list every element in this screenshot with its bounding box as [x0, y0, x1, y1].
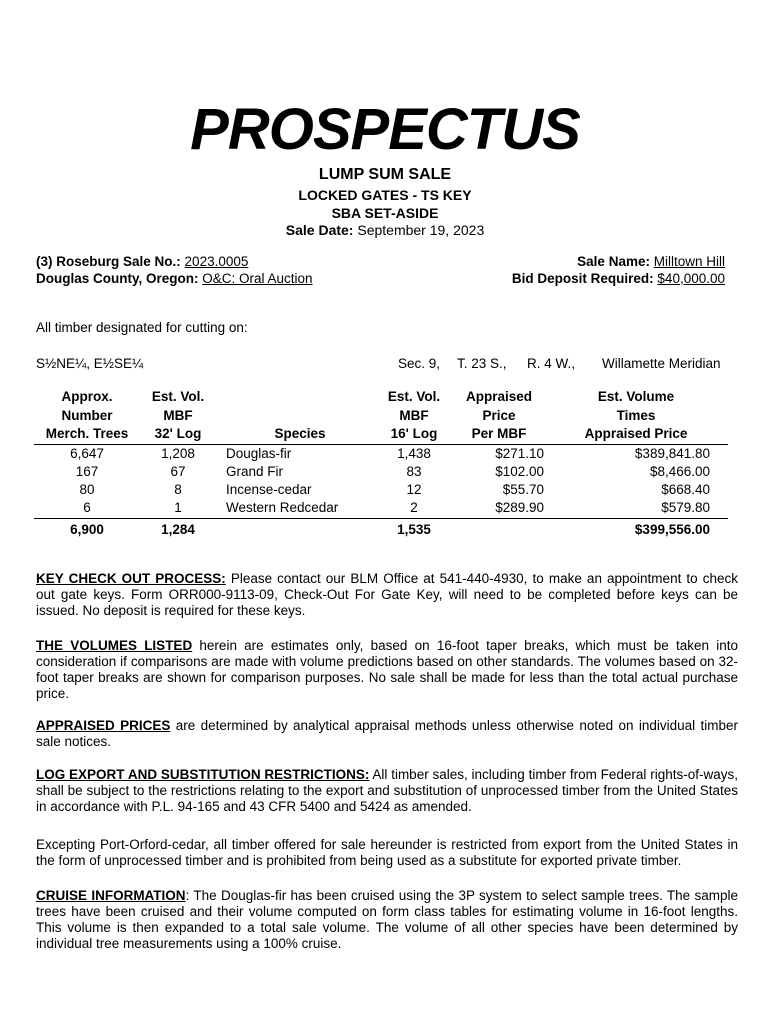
volumes-text: herein are estimates only, based on 16-foot taper breaks, which must be taken into consideration if comparisons are made with volume predictions based on other standards. The volumes based on 32-foot taper breaks are shown for comparison purposes. No sale shall be made for less than the total actual purchase price.: [36, 638, 739, 701]
county-line: [36, 271, 313, 286]
cell-species: Western Redcedar: [226, 499, 374, 519]
cruise-heading: CRUISE INFORMATION: [36, 888, 186, 903]
deposit-amount: $40,000.00: [657, 271, 725, 286]
sale-date-line: [0, 222, 770, 238]
header-vol32: MBF: [163, 407, 193, 423]
table-row: [34, 481, 728, 499]
cell-total: $668.40: [661, 481, 710, 497]
table-row: [34, 444, 728, 463]
timber-intro: All timber designated for cutting on:: [36, 320, 248, 335]
table-row: [34, 463, 728, 481]
total-vol32: 1,284: [161, 521, 195, 537]
range: R. 4 W.,: [527, 356, 576, 371]
volumes-paragraph: [36, 638, 738, 702]
header-price: Price: [482, 407, 516, 423]
cell-price: $289.90: [454, 499, 544, 519]
meridian: Willamette Meridian: [602, 356, 721, 371]
header-vol32: Est. Vol.: [151, 389, 205, 404]
cruise-text: : The Douglas-fir has been cruised using the 3P system to select sample trees. The sample trees have been cruised and their volume computed on form class tables for estimating volume in 16-foot lengths. This volume is then expanded to a total sale volume. The volume of all other species have been determined by individual tree measurements using a 100% cruise.: [36, 888, 738, 951]
cell-species: Incense-cedar: [226, 481, 312, 497]
export-text: All timber sales, including timber from Federal rights-of-ways, shall be subject to the restrictions relating to the export and substitution of unprocessed timber from the United States in accordance with P.L. 94-165 and 43 CFR 5400 and 5424 as amended.: [36, 767, 738, 814]
cell-price: $271.10: [495, 445, 544, 461]
header-vol16: Est. Vol.: [387, 389, 441, 404]
export-heading: LOG EXPORT AND SUBSTITUTION RESTRICTIONS:: [36, 767, 370, 782]
cell-vol32: 8: [174, 481, 182, 497]
sale-name: Milltown Hill: [653, 254, 725, 269]
sale-name-line: [577, 254, 725, 269]
cell-species: Grand Fir: [226, 463, 284, 479]
cell-vol32: 1,208: [161, 445, 195, 461]
total-vol16: 1,535: [397, 521, 431, 537]
prices-paragraph: [36, 718, 738, 750]
timber-volume-table: [34, 388, 728, 539]
sale-number: 2023.0005: [184, 254, 249, 269]
sale-name-label: Sale Name:: [577, 254, 650, 269]
sale-date-label: Sale Date:: [285, 222, 354, 238]
export-paragraph: [36, 767, 738, 815]
header-price: Appraised: [465, 389, 533, 404]
cell-vol16: 2: [374, 499, 454, 519]
header-number: Number: [61, 407, 113, 423]
sale-number-label: (3) Roseburg Sale No.:: [36, 254, 181, 269]
cell-species: Douglas-fir: [226, 445, 292, 461]
cruise-paragraph: [36, 888, 738, 952]
key-check-heading: KEY CHECK OUT PROCESS:: [36, 571, 226, 586]
section: Sec. 9,: [398, 356, 441, 371]
header-total: Est. Volume: [597, 389, 675, 404]
header-number: Approx.: [61, 389, 113, 404]
volumes-heading: THE VOLUMES LISTED: [36, 638, 193, 653]
cell-price: $102.00: [495, 463, 544, 479]
prices-text: are determined by analytical appraisal methods unless otherwise noted on individual timber sale notices.: [36, 718, 738, 749]
aliquot: S½NE¼, E½SE¼: [36, 356, 144, 371]
cell-vol16: 1,438: [397, 445, 431, 461]
header-vol16: MBF: [399, 407, 429, 423]
cell-number: 167: [75, 463, 99, 479]
header-vol16: 16' Log: [374, 425, 454, 444]
cell-vol32: 1: [140, 499, 216, 519]
sale-date: September 19, 2023: [357, 222, 485, 238]
cell-vol16: 83: [406, 463, 422, 479]
total-value: $399,556.00: [634, 521, 710, 537]
deposit-label: Bid Deposit Required:: [511, 271, 654, 286]
county-value: O&C: Oral Auction: [202, 271, 313, 286]
table-row: [34, 499, 728, 519]
deposit-line: [512, 271, 725, 286]
cell-vol16: 12: [406, 481, 422, 497]
cell-number: 6,647: [70, 445, 104, 461]
header-species: Species: [226, 425, 374, 444]
header-total: Appraised Price: [544, 425, 728, 444]
cell-total: $579.80: [544, 499, 728, 519]
totals-row: [34, 518, 728, 539]
header-price: Per MBF: [454, 425, 544, 444]
sale-type: LUMP SUM SALE: [318, 166, 452, 183]
sale-number-line: [36, 254, 248, 269]
key-check-text: Please contact our BLM Office at 541-440-4930, to make an appointment to check out gate keys. Form ORR000-9113-09, Check-Out For Gate Key, will need to be completed before keys can be issued. No deposit is required for these keys.: [36, 571, 738, 618]
cell-price: $55.70: [502, 481, 544, 497]
page-title: PROSPECTUS: [190, 97, 580, 162]
header-total: Times: [616, 407, 656, 423]
total-number: 6,900: [70, 521, 104, 537]
excepting-paragraph: Excepting Port-Orford-cedar, all timber offered for sale hereunder is restricted from export from the United States in the form of unprocessed timber and is prohibited from being used as a substitute for exported private timber.: [36, 837, 738, 868]
cell-vol32: 67: [170, 463, 186, 479]
gates-note: LOCKED GATES - TS KEY: [298, 187, 472, 203]
header-vol32: 32' Log: [140, 425, 216, 444]
cell-total: $8,466.00: [649, 463, 710, 479]
setaside-note: SBA SET-ASIDE: [331, 205, 439, 221]
county-label: Douglas County, Oregon:: [36, 271, 199, 286]
cell-number: 80: [79, 481, 95, 497]
key-check-paragraph: [36, 571, 738, 619]
header-number: Merch. Trees: [34, 425, 140, 444]
prices-heading: APPRAISED PRICES: [36, 718, 171, 733]
cell-number: 6: [34, 499, 140, 519]
cell-total: $389,841.80: [634, 445, 710, 461]
township: T. 23 S.,: [457, 356, 507, 371]
